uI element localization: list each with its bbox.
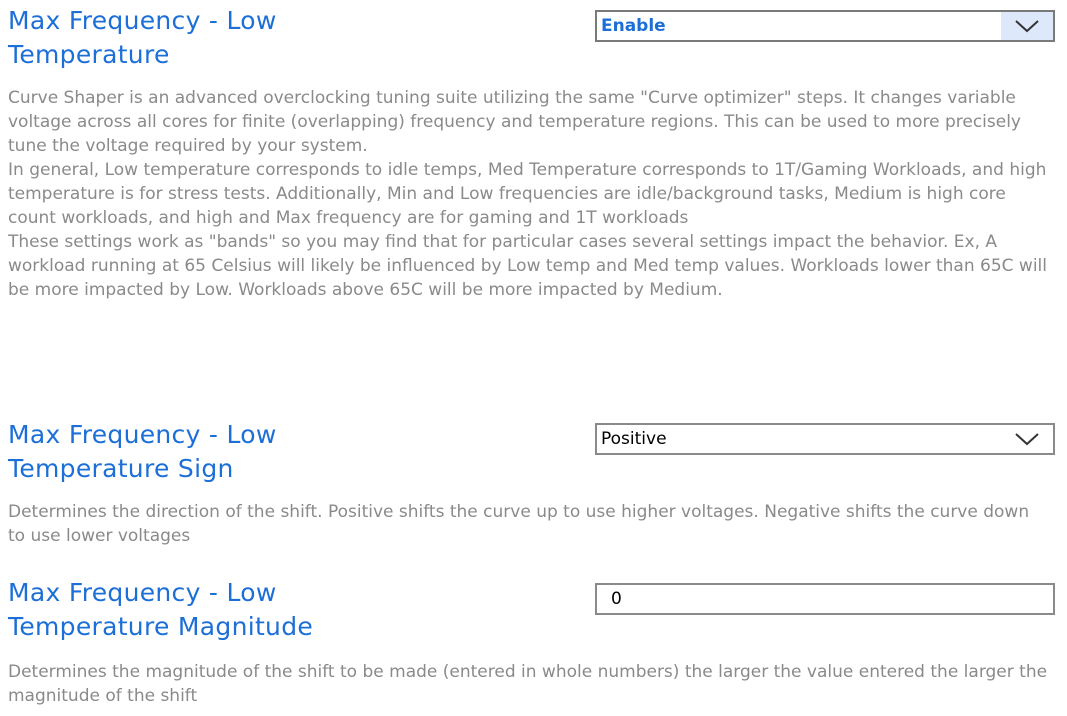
- setting-title-line2: Temperature: [8, 40, 170, 69]
- enable-dropdown[interactable]: [595, 10, 1055, 42]
- setting-title-line1: Max Frequency - Low: [8, 6, 277, 35]
- chevron-down-icon[interactable]: [1001, 12, 1053, 40]
- setting-title-line2: Temperature Magnitude: [8, 612, 314, 641]
- setting-title-line1: Max Frequency - Low: [8, 578, 277, 607]
- setting-title: [8, 4, 448, 72]
- setting-title-line2: Temperature Sign: [8, 454, 234, 483]
- chevron-down-icon[interactable]: [1001, 425, 1053, 453]
- dropdown-value: Enable: [601, 16, 666, 36]
- setting-description: Curve Shaper is an advanced overclocking tuning suite utilizing the same "Curve optimizer" steps. It changes variable voltage across all cores for finite (overlapping) frequency and temperature regions. This can be used to more precisely tune the voltage required by your system. In general, Low temperature corresponds to idle temps, Med Temperature corresponds to 1T/Gaming Workloads, and high temperature is for stress tests. Additionally, Min and Low frequencies are idle/background tasks, Medium is high core count workloads, and high and Max frequency are for gaming and 1T workloads These settings work as "bands" so you may find that for particular cases several settings impact the behavior. Ex, A workload running at 65 Celsius will likely be influenced by Low temp and Med temp values. Workloads lower than 65C will be more impacted by Low. Workloads above 65C will be more impacted by Medium.: [8, 88, 1047, 300]
- sign-dropdown[interactable]: [595, 423, 1055, 455]
- setting-title: [8, 576, 448, 644]
- magnitude-input[interactable]: [595, 583, 1055, 615]
- dropdown-value: Positive: [601, 429, 667, 449]
- setting-title: [8, 418, 448, 486]
- setting-description: Determines the magnitude of the shift to be made (entered in whole numbers) the larger the value entered the larger the magnitude of the shift: [8, 662, 1048, 706]
- setting-description: Determines the direction of the shift. Positive shifts the curve up to use higher voltages. Negative shifts the curve down to use lower voltages: [8, 502, 1030, 546]
- setting-title-line1: Max Frequency - Low: [8, 420, 277, 449]
